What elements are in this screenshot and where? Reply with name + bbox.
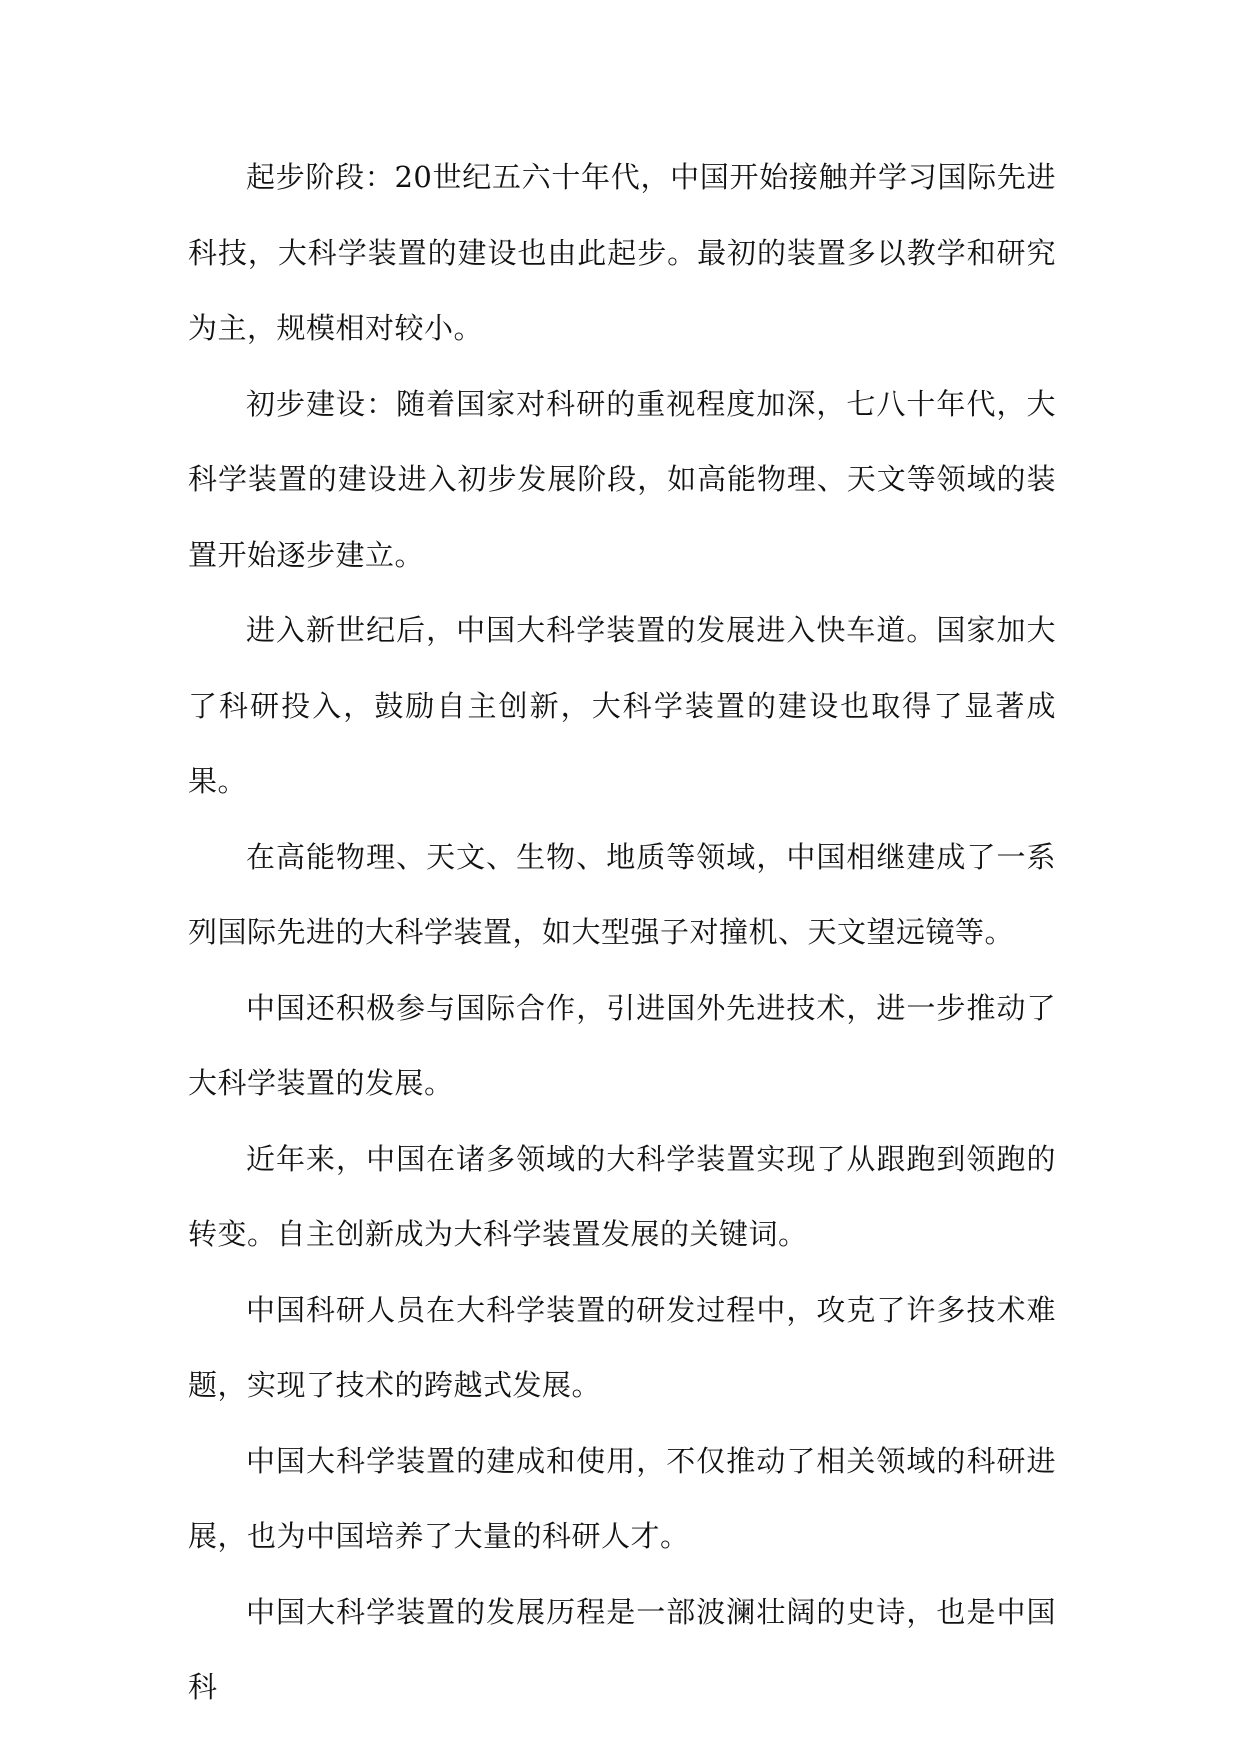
paragraph-3: 进入新世纪后，中国大科学装置的发展进入快车道。国家加大了科研投入，鼓励自主创新，大科学装置的建设也取得了显著成果。 bbox=[188, 613, 1056, 798]
paragraph-5: 中国还积极参与国际合作，引进国外先进技术，进一步推动了大科学装置的发展。 bbox=[188, 990, 1056, 1100]
document-body bbox=[188, 140, 1056, 1726]
paragraph-8: 中国大科学装置的建成和使用，不仅推动了相关领域的科研进展，也为中国培养了大量的科研人才。 bbox=[188, 1443, 1056, 1553]
paragraph-4: 在高能物理、天文、生物、地质等领域，中国相继建成了一系列国际先进的大科学装置，如大型强子对撞机、天文望远镜等。 bbox=[188, 839, 1056, 949]
paragraph-7: 中国科研人员在大科学装置的研发过程中，攻克了许多技术难题，实现了技术的跨越式发展。 bbox=[188, 1292, 1056, 1402]
paragraph-9: 中国大科学装置的发展历程是一部波澜壮阔的史诗，也是中国科 bbox=[188, 1594, 1056, 1704]
paragraph-1: 起步阶段：20世纪五六十年代，中国开始接触并学习国际先进科技，大科学装置的建设也由此起步。最初的装置多以教学和研究为主，规模相对较小。 bbox=[188, 160, 1056, 345]
paragraph-2: 初步建设：随着国家对科研的重视程度加深，七八十年代，大科学装置的建设进入初步发展阶段，如高能物理、天文等领域的装置开始逐步建立。 bbox=[188, 386, 1056, 572]
paragraph-6: 近年来，中国在诸多领域的大科学装置实现了从跟跑到领跑的转变。自主创新成为大科学装置发展的关键词。 bbox=[188, 1141, 1056, 1251]
